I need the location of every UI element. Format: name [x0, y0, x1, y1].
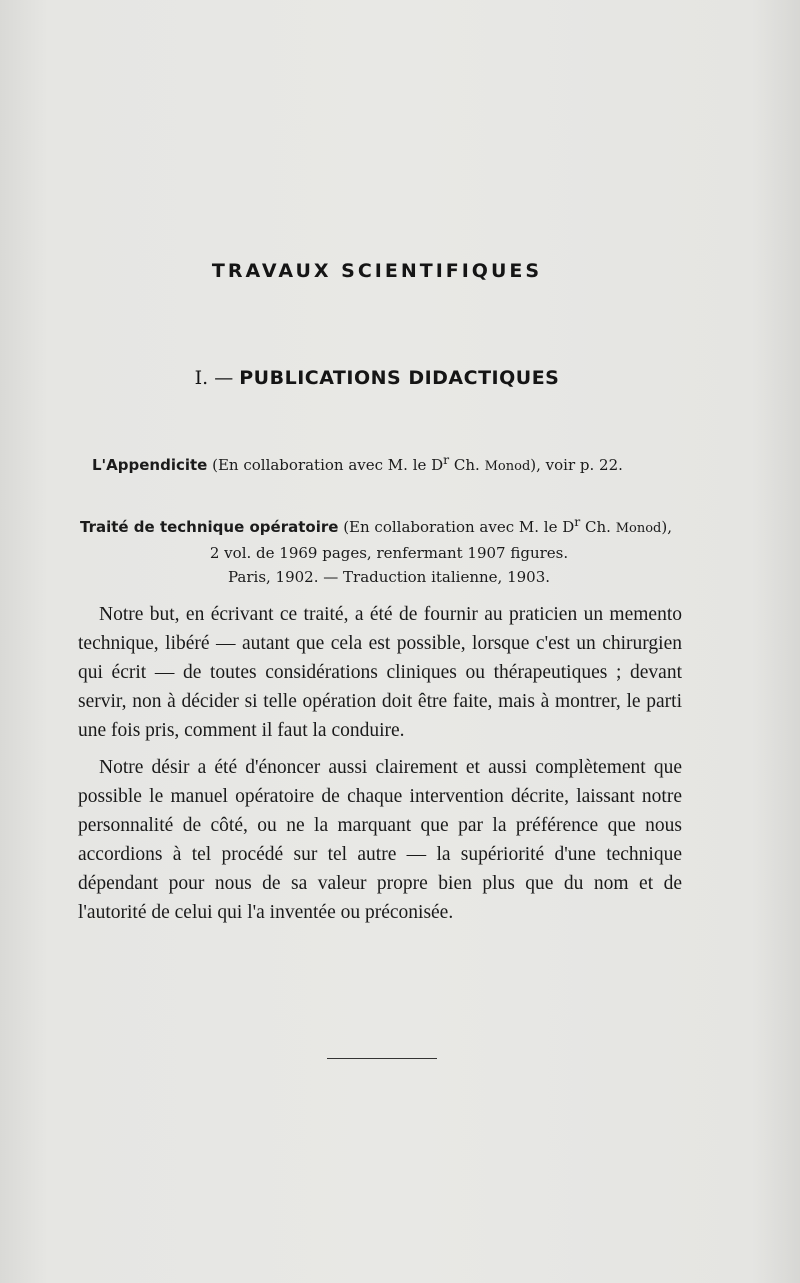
publication-title: Traité de technique opératoire — [80, 518, 339, 536]
page-title: TRAVAUX SCIENTIFIQUES — [211, 260, 543, 282]
publication-note: (En collaboration avec M. le D — [207, 456, 444, 474]
publication-details: 2 vol. de 1969 pages, renfermant 1907 figures. — [209, 544, 569, 562]
section-divider — [327, 1058, 437, 1059]
body-text — [78, 600, 682, 935]
publication-note: Ch. — [449, 456, 485, 474]
publication-note-sup: r — [574, 514, 581, 529]
section-title: PUBLICATIONS DIDACTIQUES — [239, 367, 560, 389]
publication-note: ), — [661, 518, 672, 536]
publication-note: (En collaboration avec M. le D — [338, 518, 575, 536]
paragraph: Notre désir a été d'énoncer aussi clairement et aussi complètement que possible le manuel opératoire de chaque intervention décrite, laissant notre personnalité de côté, ou ne la marquant que par la préférence que nous accordions à tel procédé sur tel autre — la supériorité d'une technique dépendant pour nous de sa valeur propre bien plus que du nom et de l'autorité de celui qui l'a inventée ou préconisée. — [78, 757, 682, 923]
publication-entry — [92, 452, 623, 474]
publication-entry — [80, 510, 680, 589]
section-number: I. — — [194, 367, 240, 389]
section-heading — [0, 367, 754, 389]
paragraph: Notre but, en écrivant ce traité, a été de fournir au praticien un memento technique, libéré — autant que cela est possible, lorsque c'est un chirurgien qui écrit — de toutes considérations cliniques ou thérapeutiques ; devant servir, non à décider si telle opération doit être faite, mais à montrer, le parti une fois pris, comment il faut la conduire. — [78, 604, 682, 741]
publication-title: L'Appendicite — [92, 456, 208, 474]
publication-note: ), voir p. 22. — [530, 456, 623, 474]
author-name: Monod — [615, 521, 662, 536]
publication-edition: Paris, 1902. — Traduction italienne, 1903. — [227, 568, 551, 586]
publication-note: Ch. — [580, 518, 616, 536]
author-name: Monod — [484, 459, 531, 474]
publication-note-sup: r — [443, 452, 450, 467]
